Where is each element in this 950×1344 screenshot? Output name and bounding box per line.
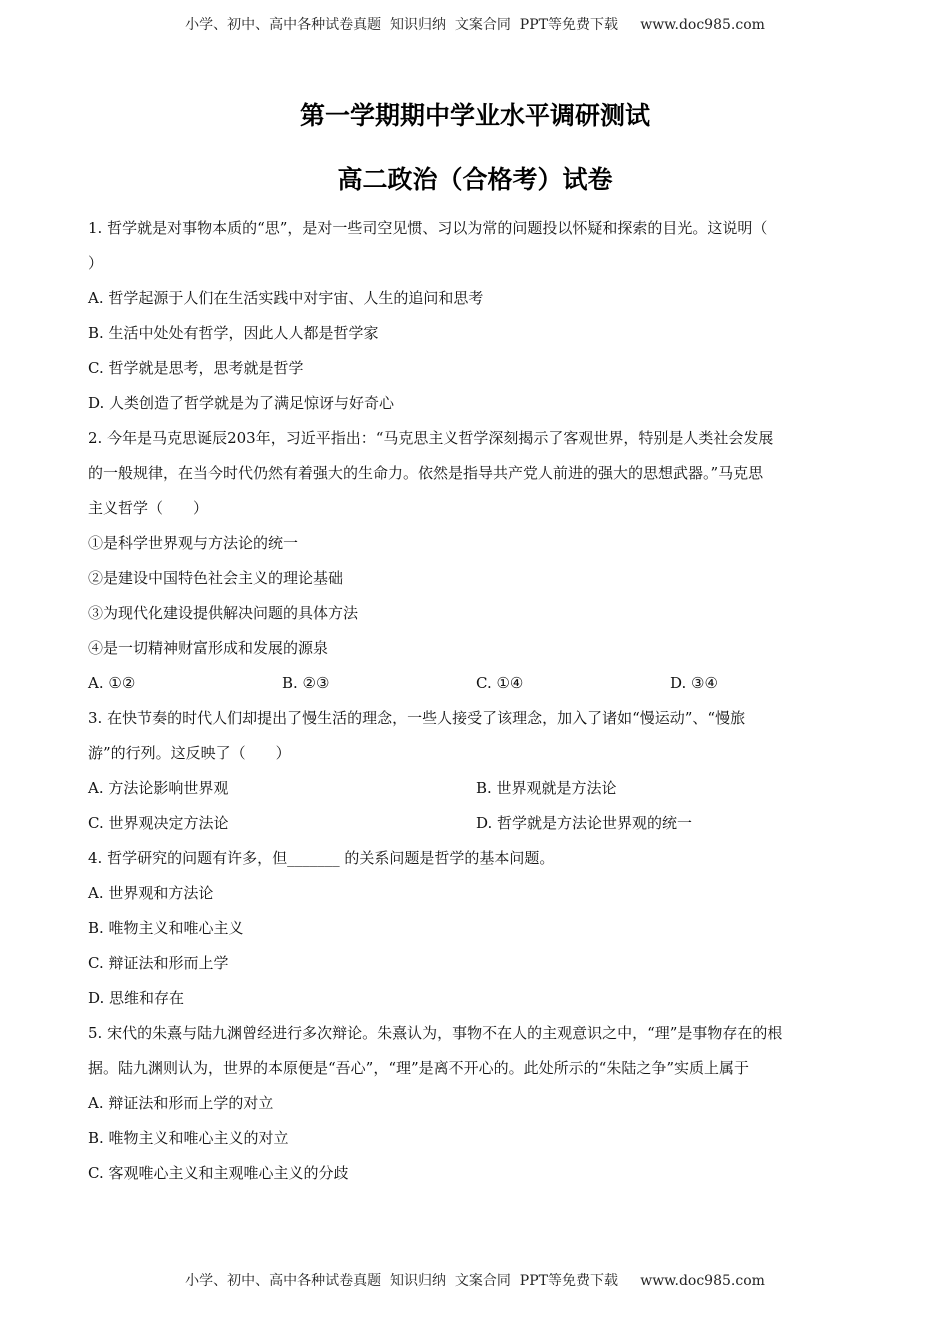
exam-title: 第一学期期中学业水平调研测试 <box>299 101 650 130</box>
q2-statement-1: ①是科学世界观与方法论的统一 <box>88 534 299 552</box>
q5-option-c: C. 客观唯心主义和主观唯心主义的分歧 <box>88 1164 349 1182</box>
exam-subtitle: 高二政治（合格考）试卷 <box>337 165 613 194</box>
q1-option-b: B. 生活中处处有哲学，因此人人都是哲学家 <box>88 324 379 342</box>
q2-statement-2: ②是建设中国特色社会主义的理论基础 <box>88 569 344 587</box>
q3-stem-line2: 游”的行列。这反映了（ ） <box>88 744 291 762</box>
q2-option-b: B. ②③ <box>282 674 330 692</box>
page-footer: 小学、初中、高中各种试卷真题 知识归纳 文案合同 PPT等免费下载 www.doc985.com <box>185 1273 765 1289</box>
q3-option-d: D. 哲学就是方法论世界观的统一 <box>476 814 693 832</box>
q4-option-b: B. 唯物主义和唯心主义 <box>88 919 244 937</box>
q1-option-a: A. 哲学起源于人们在生活实践中对宇宙、人生的追问和思考 <box>88 289 484 307</box>
q2-statement-4: ④是一切精神财富形成和发展的源泉 <box>88 639 329 657</box>
q3-options-row1 <box>88 771 868 806</box>
q2-option-a: A. ①② <box>88 674 136 692</box>
q4-option-a: A. 世界观和方法论 <box>88 884 214 902</box>
q1-stem-line1: 1. 哲学就是对事物本质的“思”，是对一些司空见惯、习以为常的问题投以怀疑和探索的目光。这说明（ <box>88 219 768 237</box>
q5-option-a: A. 辩证法和形而上学的对立 <box>88 1094 274 1112</box>
q3-option-c: C. 世界观决定方法论 <box>88 814 229 832</box>
q1-stem-line2: ） <box>88 254 104 272</box>
q4-option-c: C. 辩证法和形而上学 <box>88 954 229 972</box>
q2-stem-line1: 2. 今年是马克思诞辰203年，习近平指出：“马克思主义哲学深刻揭示了客观世界，特别是人类社会发展 <box>88 429 774 447</box>
q4-stem-line1: 4. 哲学研究的问题有许多，但_______ 的关系问题是哲学的基本问题。 <box>88 849 555 867</box>
q2-stem-line3: 主义哲学（ ） <box>88 499 209 517</box>
q5-stem-line2: 据。陆九渊则认为，世界的本原便是“吾心”，“理”是离不开心的。此处所示的“朱陆之争”实质上属于 <box>88 1059 750 1077</box>
q5-option-b: B. 唯物主义和唯心主义的对立 <box>88 1129 289 1147</box>
q5-stem-line1: 5. 宋代的朱熹与陆九渊曾经进行多次辩论。朱熹认为，事物不在人的主观意识之中，“理”是事物存在的根 <box>88 1024 783 1042</box>
q3-option-b: B. 世界观就是方法论 <box>476 779 617 797</box>
q3-stem-line1: 3. 在快节奏的时代人们却提出了慢生活的理念，一些人接受了该理念，加入了诸如“慢运动”、“慢旅 <box>88 709 746 727</box>
q2-statement-3: ③为现代化建设提供解决问题的具体方法 <box>88 604 359 622</box>
q1-option-c: C. 哲学就是思考，思考就是哲学 <box>88 359 304 377</box>
q2-option-d: D. ③④ <box>670 674 718 692</box>
page-header: 小学、初中、高中各种试卷真题 知识归纳 文案合同 PPT等免费下载 www.doc985.com <box>185 17 765 33</box>
q2-options <box>88 666 868 701</box>
q1-option-d: D. 人类创造了哲学就是为了满足惊讶与好奇心 <box>88 394 395 412</box>
q3-option-a: A. 方法论影响世界观 <box>88 779 229 797</box>
q4-option-d: D. 思维和存在 <box>88 989 185 1007</box>
q2-option-c: C. ①④ <box>476 674 524 692</box>
question-list <box>88 211 868 1191</box>
q3-options-row2 <box>88 806 868 841</box>
q2-stem-line2: 的一般规律，在当今时代仍然有着强大的生命力。依然是指导共产党人前进的强大的思想武器。”马克思 <box>88 464 764 482</box>
